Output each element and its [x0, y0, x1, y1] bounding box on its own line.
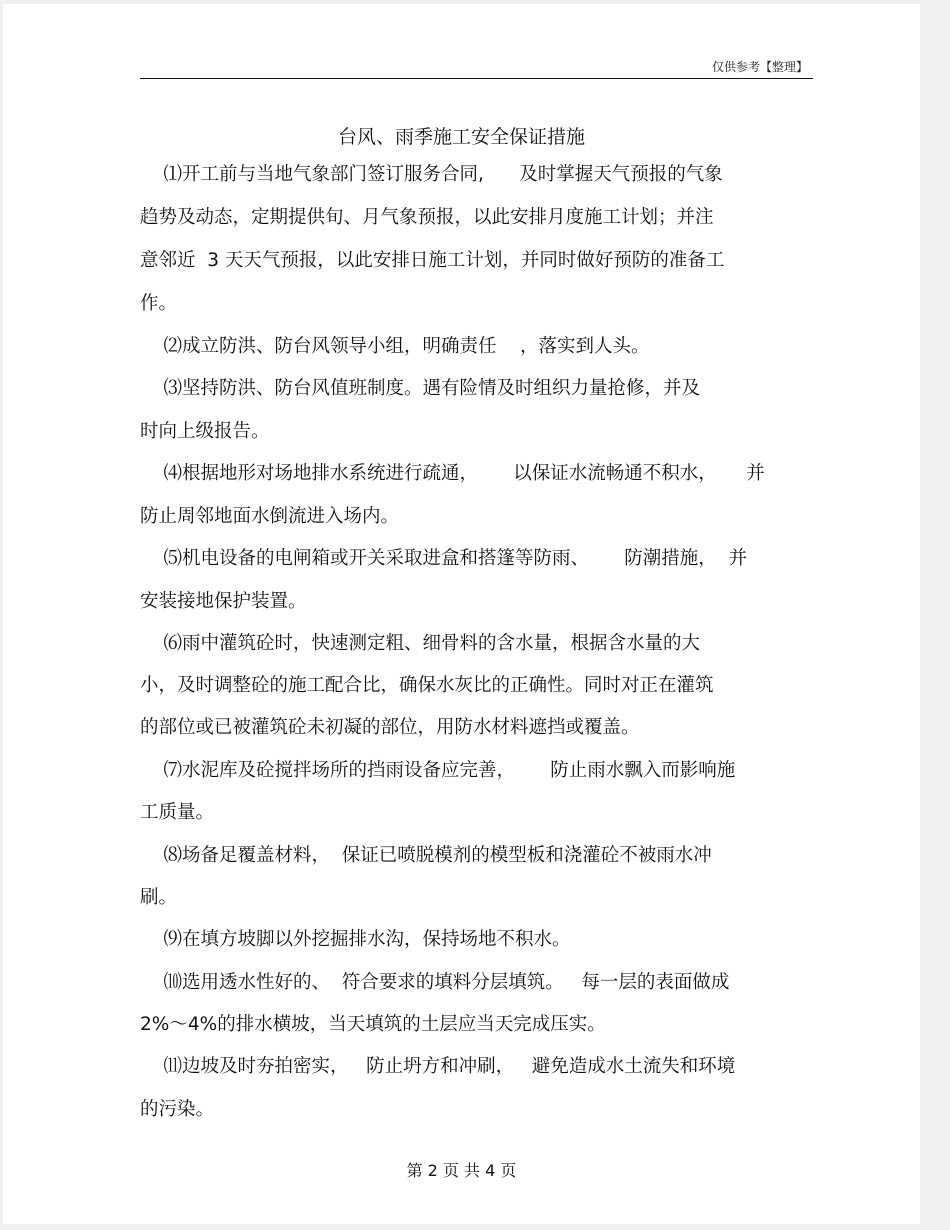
header-divider: [140, 78, 813, 79]
text-line: 的污染。: [140, 1099, 215, 1120]
text-line: ⑷根据地形对场地排水系统进行疏通， 以保证水流畅通不积水， 并: [140, 463, 765, 484]
text-line: 时向上级报告。: [140, 421, 270, 442]
text-line: ⑹雨中灌筑砼时，快速测定粗、细骨料的含水量，根据含水量的大: [140, 633, 701, 654]
text-line: ⑼在填方坡脚以外挖掘排水沟，保持场地不积水。: [140, 929, 571, 950]
page-number: 第 2 页 共 4 页: [406, 1161, 517, 1180]
text-line: 小，及时调整砼的施工配合比，确保水灰比的正确性。同时对正在灌筑: [140, 675, 714, 696]
text-line: ⑽选用透水性好的、 符合要求的填料分层填筑。 每一层的表面做成: [140, 972, 730, 993]
text-line: 趋势及动态，定期提供旬、月气象预报，以此安排月度施工计划；并注: [140, 207, 714, 228]
text-line: ⑻场备足覆盖材料， 保证已喷脱模剂的模型板和浇灌砼不被雨水冲: [140, 845, 712, 866]
text-line: ⑵成立防洪、防台风领导小组，明确责任 ，落实到人头。: [140, 336, 650, 357]
text-line: 意邻近 3 天天气预报，以此安排日施工计划，并同时做好预防的准备工: [140, 250, 725, 271]
document-page: [3, 4, 920, 1224]
header-label: 仅供参考【整理】: [711, 60, 808, 74]
text-line: 防止周邻地面水倒流进入场内。: [140, 506, 400, 527]
text-line: 刷。: [140, 887, 178, 908]
text-line: 的部位或已被灌筑砼未初凝的部位，用防水材料遮挡或覆盖。: [140, 717, 640, 738]
text-line: ⑴开工前与当地气象部门签订服务合同, 及时掌握天气预报的气象: [140, 164, 723, 185]
document-title: 台风、雨季施工安全保证措施: [337, 126, 585, 148]
text-line: 工质量。: [140, 802, 215, 823]
text-line: ⑶坚持防洪、防台风值班制度。遇有险情及时组织力量抢修，并及: [140, 378, 701, 399]
text-line: ⑾边坡及时夯拍密实， 防止坍方和冲刷， 避免造成水土流失和环境: [140, 1056, 736, 1077]
text-line: ⑸机电设备的电闸箱或开关采取进盒和搭篷等防雨、 防潮措施， 并: [140, 548, 748, 569]
text-line: 2%～4%的排水横坡，当天填筑的土层应当天完成压实。: [140, 1014, 606, 1035]
text-line: ⑺水泥库及砼搅拌场所的挡雨设备应完善， 防止雨水飘入而影响施: [140, 760, 736, 781]
text-line: 安装接地保护装置。: [140, 591, 307, 612]
text-line: 作。: [140, 293, 178, 314]
